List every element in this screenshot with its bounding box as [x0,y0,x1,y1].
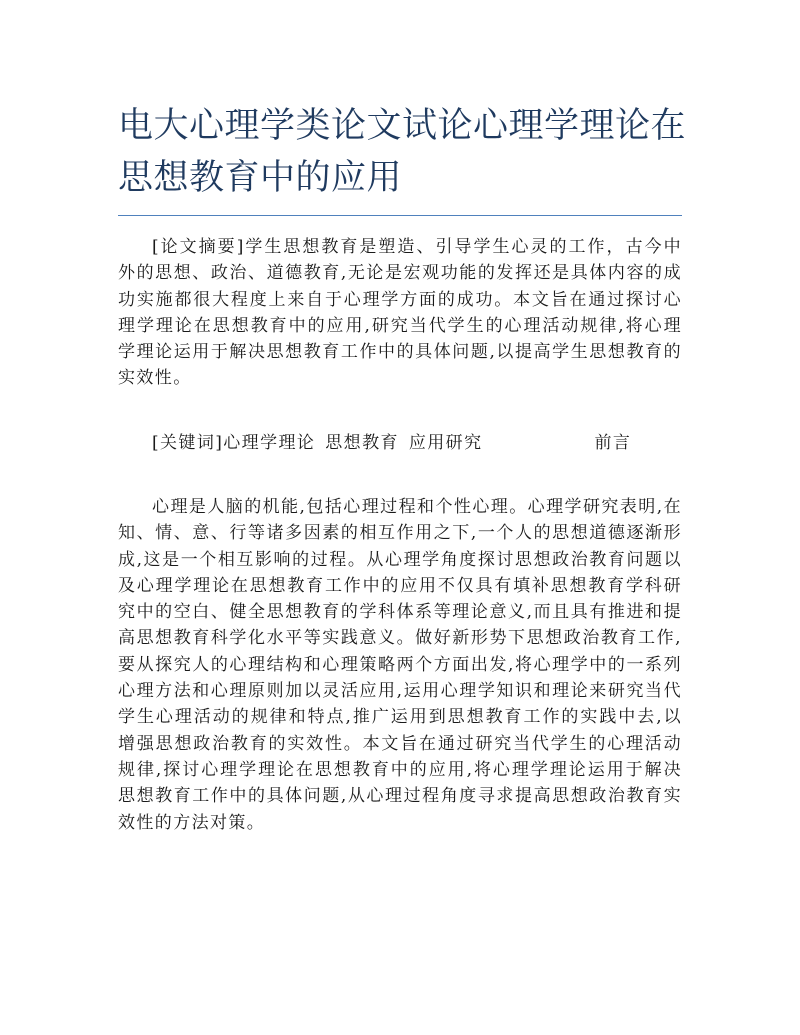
keywords-label: [关键词] [152,433,224,453]
keyword-item: 心理学理论 [223,433,316,453]
keyword-item: 思想教育 [325,433,399,453]
title-underline [118,215,682,216]
abstract-paragraph: [论文摘要]学生思想教育是塑造、引导学生心灵的工作，古今中外的思想、政治、道德教育,无论是宏观功能的发挥还是具体内容的成功实施都很大程度上来自于心理学方面的成功。本文旨在通过探讨心理学理论在思想教育中的应用,研究当代学生的心理活动规律,将心理学理论运用于解决思想教育工作中的具体问题,以提高学生思想教育的实效性。 [118,237,682,389]
keywords-paragraph [118,430,682,456]
introduction-paragraph: 心理是人脑的机能,包括心理过程和个性心理。心理学研究表明,在知、情、意、行等诸多因素的相互作用之下,一个人的思想道德逐渐形成,这是一个相互影响的过程。从心理学角度探讨思想政治教育问题以及心理学理论在思想教育工作中的应用不仅具有填补思想教育学科研究中的空白、健全思想教育的学科体系等理论意义,而且具有推进和提高思想教育科学化水平等实践意义。做好新形势下思想政治教育工作,要从探究人的心理结构和心理策略两个方面出发,将心理学中的一系列心理方法和心理原则加以灵活应用,运用心理学知识和理论来研究当代学生心理活动的规律和特点,推广运用到思想教育工作的实践中去,以增强思想政治教育的实效性。本文旨在通过研究当代学生的心理活动规律,探讨心理学理论在思想教育中的应用,将心理学理论运用于解决思想教育工作中的具体问题,从心理过程角度寻求提高思想政治教育实效性的方法对策。 [118,497,682,833]
preface-heading: 前言 [594,433,632,453]
keyword-item: 应用研究 [408,433,483,453]
document-title: 电大心理学类论文试论心理学理论在思想教育中的应用 [118,106,687,198]
